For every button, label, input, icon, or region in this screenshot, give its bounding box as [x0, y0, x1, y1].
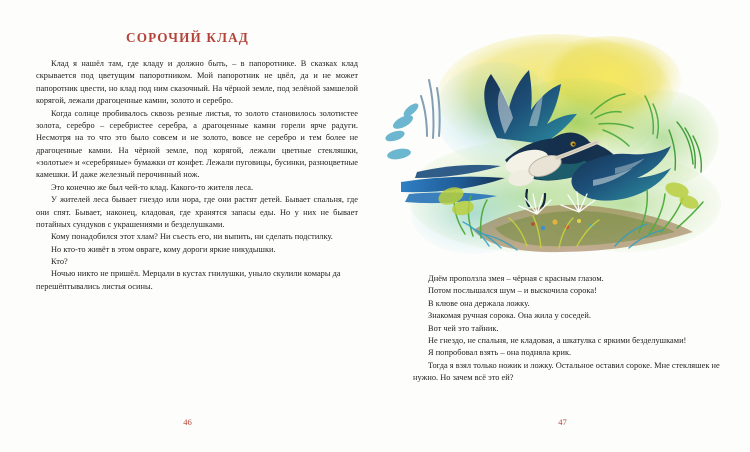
page-title: СОРОЧИЙ КЛАД — [126, 30, 249, 45]
page-number: 46 — [183, 417, 192, 427]
paragraph: У жителей леса бывает гнездо или нора, где они растят детей. Бывает спальня, где они спят. Бывает, наконец, кладовая, где хранятся запасы еды. Но у них не бывает потайных сундуков с украшениями и безделушками. — [36, 195, 358, 229]
paragraph: Это конечно же был чей-то клад. Какого-то жителя леса. — [51, 182, 254, 192]
paragraph: Клад я нашёл там, где кладу и должно быть, – в папоротнике. В сказках клад скрывается под цветущим папоротником. Мой папоротник не цвёл, да и не может папоротник цвести, но клад под ним сказочный. На чёрной земле, под зелёной замшелой корягой, лежали драгоценные камни, золото и серебро. — [36, 59, 358, 106]
right-page-body — [413, 273, 735, 384]
paragraph: Не гнездо, не спальня, не кладовая, а шкатулка с яркими безделушками! — [428, 335, 687, 345]
paragraph: Когда солнце пробивалось сквозь резные листья, то золото становилось золотистее золота, серебро – серебристее серебра, а драгоценные камни горели ярче радуги. Несмотря на то что это было совсем и не золото, вовсе не серебро и тем более не драгоценные камни. На чёрной земле, под корягой, лежали цветные стекляшки, «золотые» и «серебряные» бумажки от конфет. Лежали пуговицы, бусинки, разноцветные камешки. И даже железный перочинный нож. — [36, 108, 358, 180]
paragraph: Но кто-то живёт в этом овраге, кому дороги яркие никудышки. — [51, 244, 276, 254]
paragraph: Ночью никто не пришёл. Мерцали в кустах гнилушки, уныло скулили комары да перешёптывались листья осины. — [36, 269, 341, 291]
paragraph: Знакомая ручная сорока. Она жила у соседей. — [428, 311, 591, 321]
paragraph: В клюве она держала ложку. — [428, 298, 530, 308]
paragraph: Днём проползла змея – чёрная с красным глазом. — [428, 274, 604, 283]
right-page — [375, 0, 750, 452]
paragraph: Вот чей это тайник. — [428, 323, 499, 333]
page-number: 47 — [558, 417, 567, 427]
left-page-body — [36, 58, 358, 293]
left-blue-leaves — [384, 101, 420, 161]
paragraph: Кто? — [51, 257, 68, 266]
magpie-illustration — [377, 18, 737, 270]
paragraph: Потом послышался шум – и выскочила сорока! — [428, 286, 597, 296]
paragraph: Тогда я взял только ножик и ложку. Остальное оставил сороке. Мне стекляшек не нужно. Но зачем всё это ей? — [413, 360, 720, 382]
paragraph: Кому понадобился этот хлам? Ни съесть его, ни выпить, ни сделать подстилку. — [51, 232, 333, 242]
paragraph: Я попробовал взять – она подняла крик. — [428, 348, 572, 358]
